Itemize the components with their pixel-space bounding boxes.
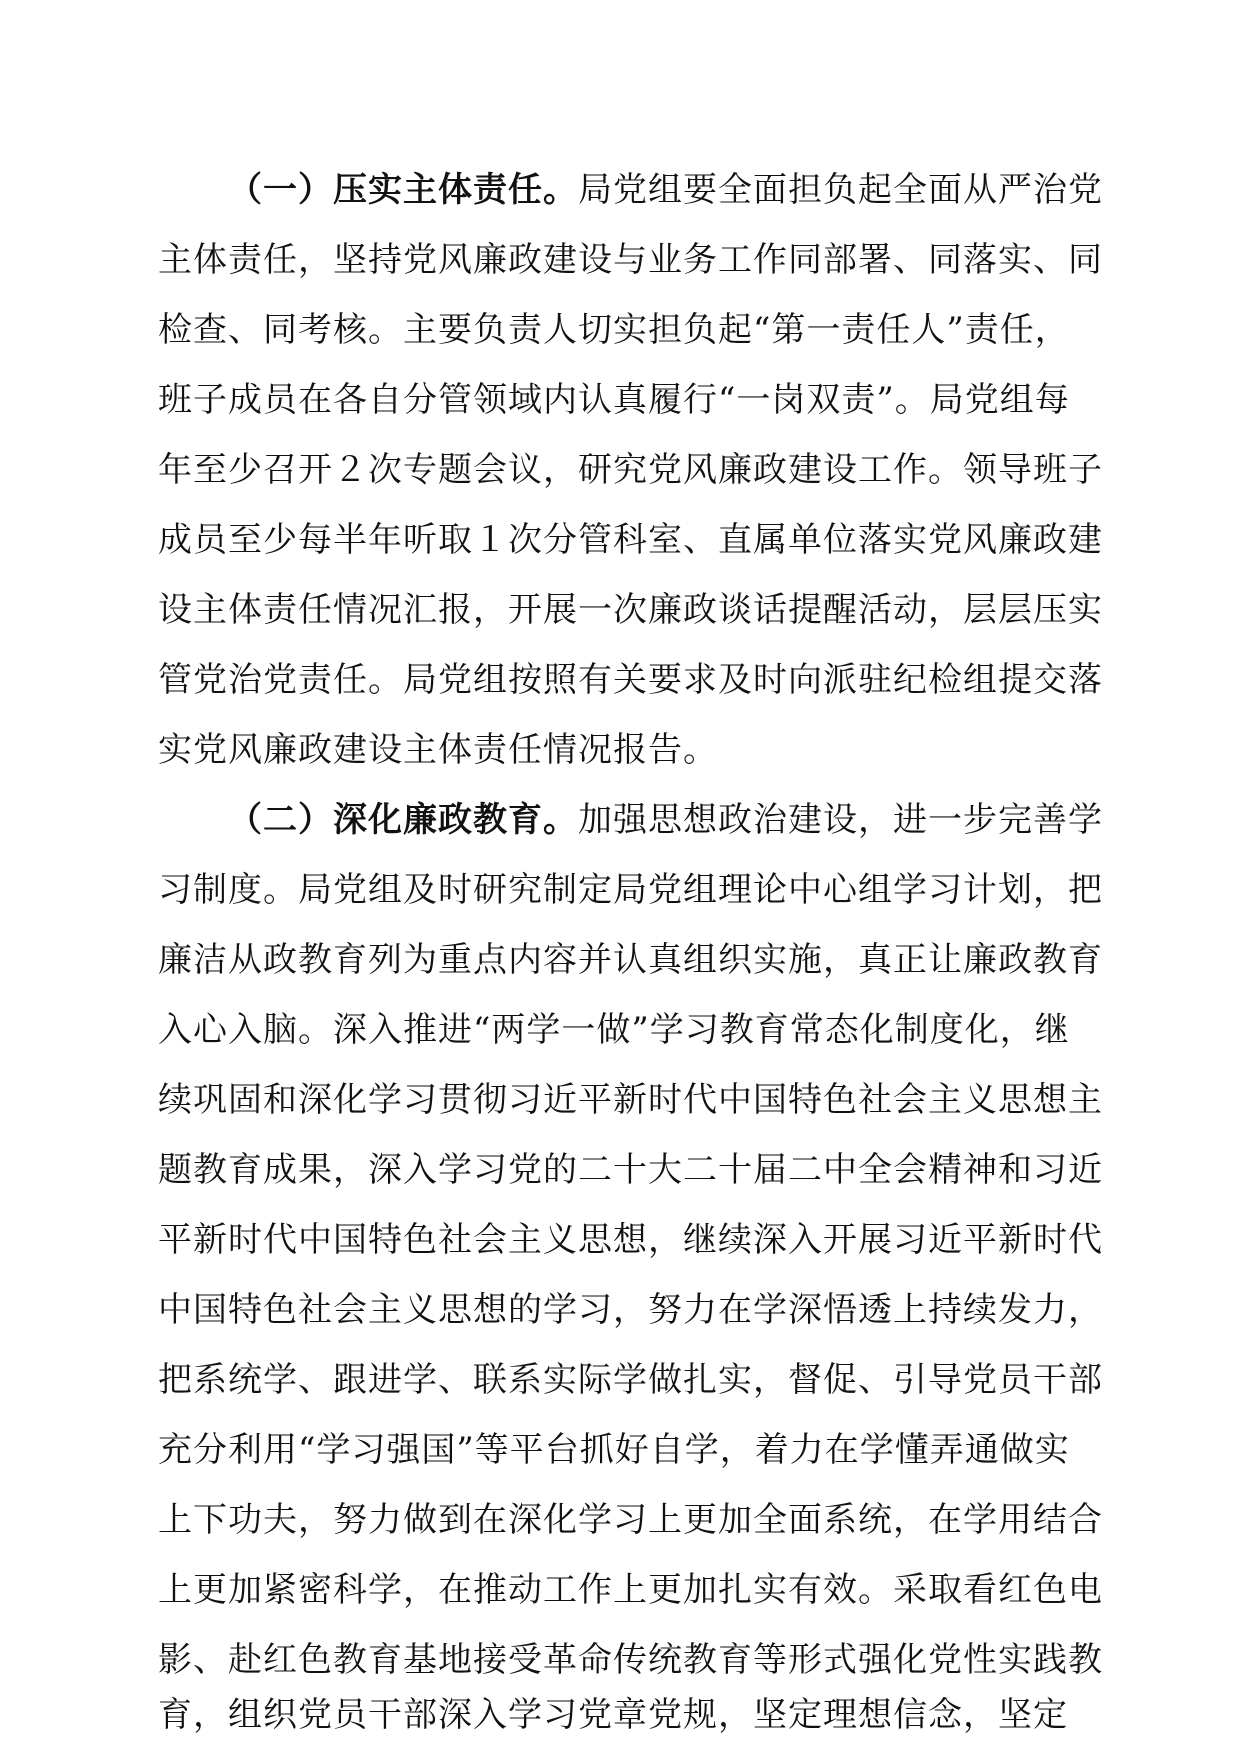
section2-line-4: 入心入脑。深入推进“两学一做”学习教育常态化制度化，继 bbox=[158, 1010, 1070, 1050]
section1-line-8: 管党治党责任。局党组按照有关要求及时向派驻纪检组提交落 bbox=[158, 660, 1103, 700]
section2-line-14: 育，组织党员干部深入学习党章党规，坚定理想信念，坚定 bbox=[158, 1695, 1068, 1735]
section1-text: 局党组要全面担负起全面从严治党 bbox=[578, 170, 1103, 210]
section2-line-13: 影、赴红色教育基地接受革命传统教育等形式强化党性实践教 bbox=[158, 1640, 1103, 1680]
section2-line-3: 廉洁从政教育列为重点内容并认真组织实施，真正让廉政教育 bbox=[158, 940, 1103, 980]
section2-heading: （二）深化廉政教育。 bbox=[228, 800, 578, 840]
section1-line-6: 成员至少每半年听取１次分管科室、直属单位落实党风廉政建 bbox=[158, 520, 1103, 560]
section1-line-7: 设主体责任情况汇报，开展一次廉政谈话提醒活动，层层压实 bbox=[158, 590, 1103, 630]
section2-text: 加强思想政治建设，进一步完善学 bbox=[578, 800, 1103, 840]
section1-line-1 bbox=[228, 155, 1103, 225]
section1-line-9: 实党风廉政建设主体责任情况报告。 bbox=[158, 730, 718, 770]
section2-line-5: 续巩固和深化学习贯彻习近平新时代中国特色社会主义思想主 bbox=[158, 1080, 1103, 1120]
section1-line-3: 检查、同考核。主要负责人切实担负起“第一责任人”责任， bbox=[158, 310, 1070, 350]
section2-line-1 bbox=[228, 785, 1103, 855]
section2-line-6: 题教育成果，深入学习党的二十大二十届二中全会精神和习近 bbox=[158, 1150, 1103, 1190]
section2-line-8: 中国特色社会主义思想的学习，努力在学深悟透上持续发力， bbox=[158, 1290, 1103, 1330]
section2-line-9: 把系统学、跟进学、联系实际学做扎实，督促、引导党员干部 bbox=[158, 1360, 1103, 1400]
section1-line-4: 班子成员在各自分管领域内认真履行“一岗双责”。局党组每 bbox=[158, 380, 1070, 420]
section2-line-7: 平新时代中国特色社会主义思想，继续深入开展习近平新时代 bbox=[158, 1220, 1103, 1260]
section2-line-12: 上更加紧密科学，在推动工作上更加扎实有效。采取看红色电 bbox=[158, 1570, 1103, 1610]
section2-line-11: 上下功夫，努力做到在深化学习上更加全面系统，在学用结合 bbox=[158, 1500, 1103, 1540]
section1-heading: （一）压实主体责任。 bbox=[228, 170, 578, 210]
section1-line-5: 年至少召开２次专题会议，研究党风廉政建设工作。领导班子 bbox=[158, 450, 1103, 490]
section1-line-2: 主体责任，坚持党风廉政建设与业务工作同部署、同落实、同 bbox=[158, 240, 1103, 280]
section2-line-2: 习制度。局党组及时研究制定局党组理论中心组学习计划，把 bbox=[158, 870, 1103, 910]
section2-line-10: 充分利用“学习强国”等平台抓好自学，着力在学懂弄通做实 bbox=[158, 1430, 1070, 1470]
